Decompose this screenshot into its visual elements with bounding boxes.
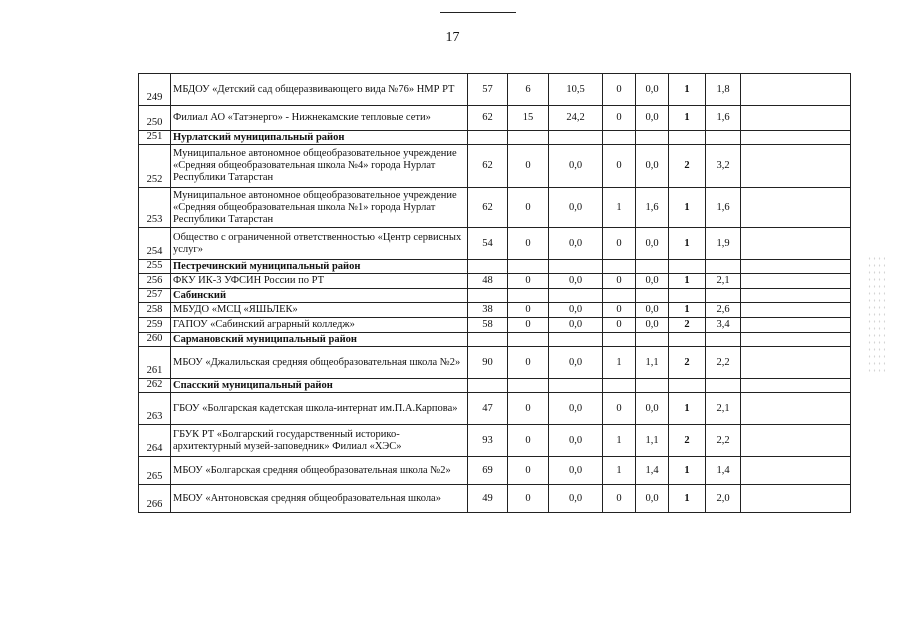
top-rule: [440, 12, 516, 13]
value-cell-c4: 1: [603, 425, 636, 457]
value-cell-c3: 24,2: [549, 106, 603, 131]
table-row: [139, 425, 851, 457]
row-number: 262: [139, 379, 171, 393]
value-cell-c5: 0,0: [636, 274, 669, 289]
value-cell-c3: 0,0: [549, 347, 603, 379]
row-number: 266: [139, 485, 171, 513]
organization-name: ГБУК РТ «Болгарский государственный историко-архитектурный музей-заповедник» Филиал «ХЭС»: [171, 425, 468, 457]
value-cell-c3: 10,5: [549, 74, 603, 106]
value-cell-c6: 2: [669, 145, 706, 188]
empty-cell: [636, 379, 669, 393]
empty-cell: [741, 333, 851, 347]
section-row: [139, 260, 851, 274]
value-cell-c6: 1: [669, 188, 706, 228]
row-number: 265: [139, 457, 171, 485]
value-cell-c4: 0: [603, 485, 636, 513]
section-title: Нурлатский муниципальный район: [171, 131, 468, 145]
value-cell-c4: 0: [603, 74, 636, 106]
value-cell-c4: 1: [603, 347, 636, 379]
value-cell-c2: 0: [508, 485, 549, 513]
value-cell-c4: 0: [603, 303, 636, 318]
organization-name: ГБОУ «Болгарская кадетская школа-интернат им.П.А.Карпова»: [171, 393, 468, 425]
value-cell-c8: [741, 318, 851, 333]
value-cell-c1: 47: [468, 393, 508, 425]
value-cell-c2: 0: [508, 457, 549, 485]
data-table-container: [138, 73, 851, 513]
value-cell-c1: 49: [468, 485, 508, 513]
row-number: 261: [139, 347, 171, 379]
empty-cell: [603, 379, 636, 393]
row-number: 249: [139, 74, 171, 106]
value-cell-c1: 62: [468, 188, 508, 228]
value-cell-c3: 0,0: [549, 228, 603, 260]
table-row: [139, 74, 851, 106]
organization-name: Муниципальное автономное общеобразовательное учреждение «Средняя общеобразовательная школа №1» города Нурлат Республики Татарстан: [171, 188, 468, 228]
empty-cell: [669, 289, 706, 303]
value-cell-c8: [741, 228, 851, 260]
value-cell-c2: 0: [508, 228, 549, 260]
row-number: 259: [139, 318, 171, 333]
value-cell-c3: 0,0: [549, 393, 603, 425]
empty-cell: [741, 131, 851, 145]
row-number: 256: [139, 274, 171, 289]
value-cell-c5: 1,1: [636, 425, 669, 457]
value-cell-c5: 0,0: [636, 303, 669, 318]
row-number: 263: [139, 393, 171, 425]
table-row: [139, 106, 851, 131]
empty-cell: [636, 333, 669, 347]
page-number: 17: [445, 30, 460, 45]
value-cell-c1: 54: [468, 228, 508, 260]
value-cell-c8: [741, 74, 851, 106]
value-cell-c6: 1: [669, 228, 706, 260]
organization-name: МБОУ «Джалильская средняя общеобразовательная школа №2»: [171, 347, 468, 379]
value-cell-c5: 0,0: [636, 145, 669, 188]
value-cell-c7: 1,8: [706, 74, 741, 106]
empty-cell: [468, 131, 508, 145]
section-row: [139, 289, 851, 303]
value-cell-c4: 0: [603, 228, 636, 260]
empty-cell: [669, 131, 706, 145]
organization-name: ФКУ ИК-3 УФСИН России по РТ: [171, 274, 468, 289]
table-row: [139, 318, 851, 333]
value-cell-c6: 1: [669, 274, 706, 289]
empty-cell: [706, 260, 741, 274]
empty-cell: [549, 131, 603, 145]
value-cell-c5: 1,1: [636, 347, 669, 379]
row-number: 252: [139, 145, 171, 188]
empty-cell: [603, 333, 636, 347]
data-table: [138, 73, 851, 513]
value-cell-c7: 1,6: [706, 106, 741, 131]
table-row: [139, 188, 851, 228]
empty-cell: [549, 379, 603, 393]
empty-cell: [468, 289, 508, 303]
value-cell-c3: 0,0: [549, 303, 603, 318]
empty-cell: [636, 260, 669, 274]
row-number: 264: [139, 425, 171, 457]
organization-name: Филиал АО «Татэнерго» - Нижнекамские тепловые сети»: [171, 106, 468, 131]
value-cell-c4: 0: [603, 106, 636, 131]
table-row: [139, 485, 851, 513]
value-cell-c5: 0,0: [636, 393, 669, 425]
value-cell-c5: 0,0: [636, 228, 669, 260]
empty-cell: [741, 289, 851, 303]
empty-cell: [636, 131, 669, 145]
value-cell-c8: [741, 145, 851, 188]
value-cell-c2: 0: [508, 318, 549, 333]
value-cell-c1: 62: [468, 106, 508, 131]
value-cell-c1: 58: [468, 318, 508, 333]
organization-name: Муниципальное автономное общеобразовательное учреждение «Средняя общеобразовательная школа №4» города Нурлат Республики Татарстан: [171, 145, 468, 188]
value-cell-c1: 93: [468, 425, 508, 457]
value-cell-c1: 38: [468, 303, 508, 318]
value-cell-c4: 0: [603, 318, 636, 333]
empty-cell: [741, 260, 851, 274]
value-cell-c7: 1,9: [706, 228, 741, 260]
value-cell-c6: 2: [669, 318, 706, 333]
empty-cell: [508, 260, 549, 274]
table-row: [139, 228, 851, 260]
value-cell-c3: 0,0: [549, 145, 603, 188]
value-cell-c1: 69: [468, 457, 508, 485]
value-cell-c7: 1,4: [706, 457, 741, 485]
value-cell-c2: 15: [508, 106, 549, 131]
empty-cell: [549, 289, 603, 303]
value-cell-c7: 2,1: [706, 274, 741, 289]
value-cell-c4: 0: [603, 393, 636, 425]
section-title: Сармановский муниципальный район: [171, 333, 468, 347]
section-title: Сабинский: [171, 289, 468, 303]
empty-cell: [669, 260, 706, 274]
value-cell-c6: 1: [669, 457, 706, 485]
empty-cell: [549, 333, 603, 347]
table-row: [139, 303, 851, 318]
value-cell-c8: [741, 393, 851, 425]
row-number: 257: [139, 289, 171, 303]
empty-cell: [468, 333, 508, 347]
value-cell-c8: [741, 425, 851, 457]
value-cell-c8: [741, 274, 851, 289]
empty-cell: [636, 289, 669, 303]
organization-name: МБОУ «Антоновская средняя общеобразовательная школа»: [171, 485, 468, 513]
value-cell-c2: 0: [508, 274, 549, 289]
row-number: 255: [139, 260, 171, 274]
value-cell-c4: 1: [603, 188, 636, 228]
value-cell-c7: 2,2: [706, 425, 741, 457]
row-number: 254: [139, 228, 171, 260]
empty-cell: [669, 379, 706, 393]
table-row: [139, 347, 851, 379]
value-cell-c2: 0: [508, 393, 549, 425]
empty-cell: [706, 379, 741, 393]
empty-cell: [468, 260, 508, 274]
empty-cell: [468, 379, 508, 393]
value-cell-c2: 0: [508, 347, 549, 379]
value-cell-c1: 57: [468, 74, 508, 106]
value-cell-c2: 6: [508, 74, 549, 106]
empty-cell: [549, 260, 603, 274]
empty-cell: [669, 333, 706, 347]
value-cell-c5: 0,0: [636, 485, 669, 513]
empty-cell: [508, 333, 549, 347]
empty-cell: [508, 131, 549, 145]
value-cell-c2: 0: [508, 425, 549, 457]
value-cell-c6: 2: [669, 425, 706, 457]
table-row: [139, 457, 851, 485]
empty-cell: [603, 260, 636, 274]
value-cell-c8: [741, 106, 851, 131]
value-cell-c3: 0,0: [549, 274, 603, 289]
value-cell-c1: 48: [468, 274, 508, 289]
value-cell-c3: 0,0: [549, 188, 603, 228]
value-cell-c3: 0,0: [549, 485, 603, 513]
value-cell-c7: 3,4: [706, 318, 741, 333]
value-cell-c5: 1,6: [636, 188, 669, 228]
value-cell-c3: 0,0: [549, 457, 603, 485]
value-cell-c7: 2,0: [706, 485, 741, 513]
table-body: [139, 74, 851, 513]
value-cell-c5: 0,0: [636, 106, 669, 131]
empty-cell: [603, 289, 636, 303]
value-cell-c8: [741, 457, 851, 485]
value-cell-c7: 2,6: [706, 303, 741, 318]
organization-name: МБОУ «Болгарская средняя общеобразовательная школа №2»: [171, 457, 468, 485]
value-cell-c8: [741, 347, 851, 379]
value-cell-c3: 0,0: [549, 425, 603, 457]
value-cell-c1: 90: [468, 347, 508, 379]
row-number: 260: [139, 333, 171, 347]
section-title: Спасский муниципальный район: [171, 379, 468, 393]
value-cell-c5: 0,0: [636, 74, 669, 106]
row-number: 253: [139, 188, 171, 228]
value-cell-c8: [741, 188, 851, 228]
empty-cell: [706, 289, 741, 303]
value-cell-c6: 1: [669, 303, 706, 318]
value-cell-c4: 0: [603, 274, 636, 289]
value-cell-c6: 2: [669, 347, 706, 379]
value-cell-c8: [741, 303, 851, 318]
organization-name: МБУДО «МСЦ «ЯШЬЛЕК»: [171, 303, 468, 318]
value-cell-c4: 0: [603, 145, 636, 188]
section-row: [139, 131, 851, 145]
table-row: [139, 274, 851, 289]
value-cell-c1: 62: [468, 145, 508, 188]
row-number: 250: [139, 106, 171, 131]
value-cell-c7: 3,2: [706, 145, 741, 188]
value-cell-c6: 1: [669, 393, 706, 425]
empty-cell: [706, 131, 741, 145]
organization-name: ГАПОУ «Сабинский аграрный колледж»: [171, 318, 468, 333]
table-row: [139, 393, 851, 425]
value-cell-c6: 1: [669, 74, 706, 106]
value-cell-c2: 0: [508, 188, 549, 228]
value-cell-c7: 1,6: [706, 188, 741, 228]
section-row: [139, 379, 851, 393]
value-cell-c2: 0: [508, 145, 549, 188]
value-cell-c6: 1: [669, 485, 706, 513]
empty-cell: [508, 379, 549, 393]
value-cell-c2: 0: [508, 303, 549, 318]
value-cell-c8: [741, 485, 851, 513]
value-cell-c5: 1,4: [636, 457, 669, 485]
value-cell-c7: 2,2: [706, 347, 741, 379]
value-cell-c6: 1: [669, 106, 706, 131]
empty-cell: [741, 379, 851, 393]
table-row: [139, 145, 851, 188]
section-row: [139, 333, 851, 347]
empty-cell: [603, 131, 636, 145]
empty-cell: [508, 289, 549, 303]
scan-artifact: [867, 255, 885, 375]
organization-name: МБДОУ «Детский сад общеразвивающего вида №76» НМР РТ: [171, 74, 468, 106]
row-number: 258: [139, 303, 171, 318]
value-cell-c7: 2,1: [706, 393, 741, 425]
value-cell-c3: 0,0: [549, 318, 603, 333]
empty-cell: [706, 333, 741, 347]
organization-name: Общество с ограниченной ответственностью «Центр сервисных услуг»: [171, 228, 468, 260]
section-title: Пестречинский муниципальный район: [171, 260, 468, 274]
value-cell-c5: 0,0: [636, 318, 669, 333]
value-cell-c4: 1: [603, 457, 636, 485]
row-number: 251: [139, 131, 171, 145]
